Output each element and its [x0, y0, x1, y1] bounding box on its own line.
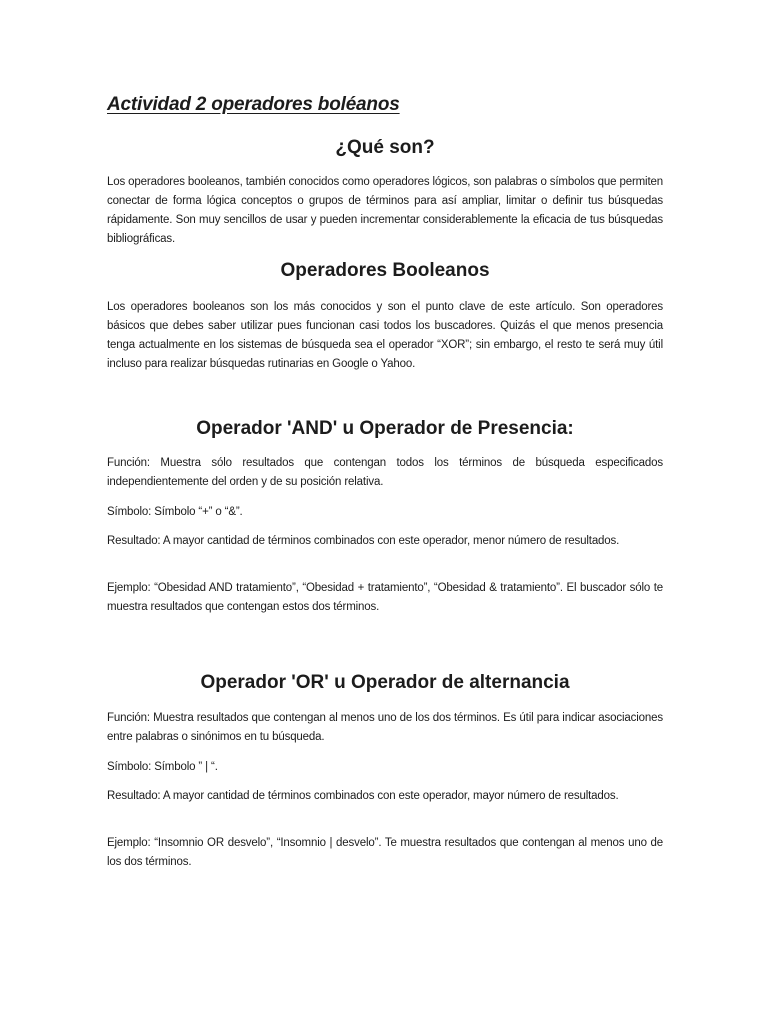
or-resultado: Resultado: A mayor cantidad de términos combinados con este operador, mayor número de resultados.: [107, 790, 619, 802]
and-resultado: Resultado: A mayor cantidad de términos combinados con este operador, menor número de resultados.: [107, 535, 620, 547]
and-simbolo: Símbolo: Símbolo “+” o “&”.: [107, 506, 243, 518]
or-funcion: Función: Muestra resultados que contengan al menos uno de los dos términos. Es útil para indicar asociaciones entre palabras o sinónimos en tu búsqueda.: [107, 712, 663, 743]
or-simbolo: Símbolo: Símbolo ” | “.: [107, 761, 218, 773]
and-funcion: Función: Muestra sólo resultados que contengan todos los términos de búsqueda especificados independientemente del orden y de su posición relativa.: [107, 457, 663, 488]
heading-que-son: ¿Qué son?: [335, 137, 435, 158]
paragraph-definition: Los operadores booleanos, también conocidos como operadores lógicos, son palabras o símbolos que permiten conectar de forma lógica conceptos o grupos de términos para así ampliar, limitar o definir tus búsquedas rápidamente. Son muy sencillos de usar y pueden incrementar considerablemente la eficacia de tus búsquedas bibliográficas.: [107, 176, 663, 245]
or-ejemplo: Ejemplo: “Insomnio OR desvelo”, “Insomnio | desvelo”. Te muestra resultados que contengan al menos uno de los dos términos.: [107, 837, 663, 868]
heading-operador-and: Operador 'AND' u Operador de Presencia:: [196, 418, 574, 439]
heading-operador-or: Operador 'OR' u Operador de alternancia: [200, 672, 570, 693]
heading-operadores-booleanos: Operadores Booleanos: [280, 260, 490, 281]
paragraph-booleanos: Los operadores booleanos son los más conocidos y son el punto clave de este artículo. Son operadores básicos que debes saber utilizar pues funcionan casi todos los buscadores. Quizás el que menos presencia tenga actualmente en los sistemas de búsqueda sea el operador “XOR”; sin embargo, el resto te será muy útil incluso para realizar búsquedas rutinarias en Google o Yahoo.: [107, 301, 663, 370]
document-title: Actividad 2 operadores boléanos: [107, 94, 400, 115]
and-ejemplo: Ejemplo: “Obesidad AND tratamiento”, “Obesidad + tratamiento”, “Obesidad & tratamiento”. El buscador sólo te muestra resultados que contengan estos dos términos.: [107, 582, 663, 613]
